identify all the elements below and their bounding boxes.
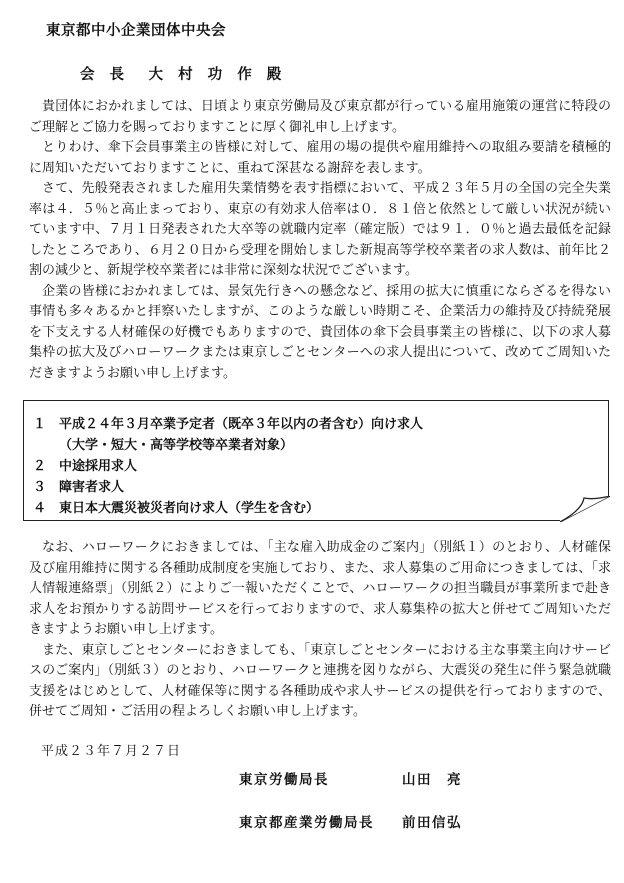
signatory-name: 山田 亮 (402, 772, 462, 788)
document-date: 平成２３年７月２７日 (41, 744, 182, 759)
intro-paragraphs (29, 97, 611, 384)
list-item-text: 平成２４年３月卒業予定者（既卒３年以内の者含む）向け求人 (59, 417, 424, 432)
list-item (33, 414, 593, 435)
list-item-text: 障害者求人 (59, 480, 125, 495)
list-item-number: ２ (33, 459, 47, 474)
paragraph: 貴団体におかれましては、日頃より東京労働局及び東京都が行っている雇用施策の運営に特段のご理解とご協力を賜っておりますことに厚く御礼申し上げます。 (29, 99, 611, 135)
list-item (33, 477, 593, 498)
list-item-text: 東日本大震災被災者向け求人（学生を含む） (59, 501, 320, 516)
list-item-number: １ (33, 417, 47, 432)
signatory-name: 前田信弘 (402, 815, 462, 831)
request-list (33, 414, 593, 519)
list-item-subtext: （大学・短大・高等学校等卒業者対象） (59, 438, 294, 453)
paragraph: また、東京しごとセンターにおきましても、「東京しごとセンターにおける主な事業主向けサービスのご案内」（別紙３）のとおり、ハローワークと連携を図りながら、大震災の発生に伴う緊急就職支援をはじめとして、人材確保等に関する各種助成や求人サービスの提供を行っておりますので、併せてご周知・ご活用の程よろしくお願い申し上げます。 (29, 642, 611, 719)
list-item (33, 456, 593, 477)
signatory-title: 東京労働局長 (239, 772, 329, 788)
addressee-organization: 東京都中小企業団体中央会 (46, 22, 226, 39)
list-item-number: ３ (33, 480, 47, 495)
signatory-title: 東京都産業労働局長 (239, 815, 374, 831)
paragraph: とりわけ、傘下会員事業主の皆様に対して、雇用の場の提供や雇用維持への取組み要請を積極的に周知いただいておりますことに、重ねて深甚なる謝辞を表します。 (29, 140, 611, 176)
paragraph: 企業の皆様におかれましては、景気先行きへの懸念など、採用の拡大に慎重にならざるを得ない事情も多々あるかと拝察いたしますが、このような厳しい時期こそ、企業活力の維持及び持続発展を下支えする人材確保の好機でもありますので、貴団体の傘下会員事業主の皆様に、以下の求人募集枠の拡大及びハローワークまたは東京しごとセンターへの求人提出について、改めてご周知いただきますようお願い申し上げます。 (29, 283, 611, 381)
paragraph: なお、ハローワークにおきましては、「主な雇入助成金のご案内」（別紙１）のとおり、人材確保及び雇用維持に関する各種助成制度を実施しており、また、求人募集のご用命につきましては、「求人情報連絡票」（別紙２）によりご一報いただくことで、ハローワークの担当職員が事業所まで赴き求人をお預かりする訪問サービスを行っておりますので、求人募集枠の拡大と併せてご周知いただきますようお願い申し上げます。 (29, 540, 611, 637)
paragraph: さて、先般発表されました雇用失業情勢を表す指標において、平成２３年５月の全国の完全失業率は４．５％と高止まっており、東京の有効求人倍率は０．８１倍と依然として厳しい状況が続いています中、７月１日発表された大卒等の就職内定率（確定版）では９１．０％と過去最低を記録したところであり、６月２０日から受理を開始しました新規高等学校卒業者の求人数は、前年比２割の減少と、新規学校卒業者には非常に深刻な状況でございます。 (29, 181, 611, 278)
list-item-number: ４ (33, 501, 47, 516)
list-item-text: 中途採用求人 (59, 459, 138, 474)
list-item (33, 498, 593, 519)
closing-paragraphs (29, 538, 611, 723)
addressee-chairman: 会 長 大 村 功 作 殿 (80, 66, 287, 83)
